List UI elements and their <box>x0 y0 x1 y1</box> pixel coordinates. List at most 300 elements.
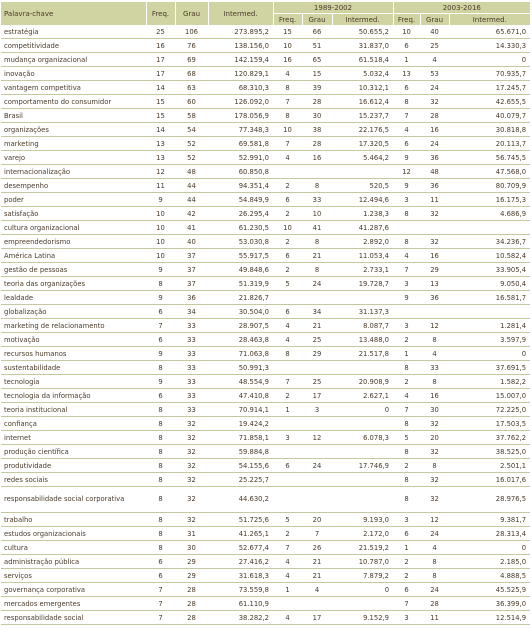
cell-p2-freq: 3 <box>393 193 420 207</box>
cell-keyword: comportamento do consumidor <box>1 95 146 109</box>
cell-freq: 9 <box>146 263 175 277</box>
cell-p2-intermed: 4.686,9 <box>449 207 530 221</box>
cell-p2-grau: 40 <box>420 25 449 39</box>
cell-p1-grau: 28 <box>302 95 332 109</box>
cell-p2-freq: 4 <box>393 249 420 263</box>
cell-p2-intermed: 0 <box>449 541 530 555</box>
cell-keyword: Brasil <box>1 109 146 123</box>
cell-keyword: internet <box>1 431 146 445</box>
cell-p2-intermed <box>449 221 530 235</box>
cell-p2-freq: 1 <box>393 347 420 361</box>
cell-intermed: 61.230,5 <box>208 221 273 235</box>
cell-p2-intermed <box>449 305 530 319</box>
cell-p1-grau: 33 <box>302 193 332 207</box>
cell-intermed: 53.030,8 <box>208 235 273 249</box>
cell-p2-intermed: 28.313,4 <box>449 527 530 541</box>
cell-p1-grau: 3 <box>302 403 332 417</box>
cell-keyword: marketing de relacionamento <box>1 319 146 333</box>
cell-intermed: 51.319,9 <box>208 277 273 291</box>
cell-p1-intermed: 10.787,0 <box>332 555 393 569</box>
cell-freq: 6 <box>146 333 175 347</box>
cell-intermed: 77.348,3 <box>208 123 273 137</box>
cell-freq: 8 <box>146 473 175 487</box>
cell-p1-grau <box>302 445 332 459</box>
cell-p1-intermed: 0 <box>332 403 393 417</box>
table-header <box>1 2 530 25</box>
cell-p1-intermed: 20.908,9 <box>332 375 393 389</box>
cell-p2-intermed: 14.330,3 <box>449 39 530 53</box>
cell-intermed: 126.092,0 <box>208 95 273 109</box>
cell-p1-grau: 24 <box>302 277 332 291</box>
cell-keyword: tecnologia da informação <box>1 389 146 403</box>
cell-p1-intermed: 2.627,1 <box>332 389 393 403</box>
cell-p1-freq: 15 <box>273 25 302 39</box>
cell-p1-freq <box>273 361 302 375</box>
cell-freq: 8 <box>146 361 175 375</box>
cell-p2-freq: 8 <box>393 445 420 459</box>
cell-p2-freq: 13 <box>393 67 420 81</box>
cell-intermed: 54.155,6 <box>208 459 273 473</box>
cell-p2-intermed: 37.691,5 <box>449 361 530 375</box>
cell-p1-freq: 8 <box>273 109 302 123</box>
cell-p1-intermed: 17.746,9 <box>332 459 393 473</box>
cell-keyword: inovação <box>1 67 146 81</box>
cell-intermed: 49.848,6 <box>208 263 273 277</box>
header-grau: Grau <box>175 2 208 25</box>
cell-grau: 37 <box>175 277 208 291</box>
cell-p1-freq <box>273 487 302 513</box>
table-row <box>1 207 530 221</box>
cell-p2-freq: 6 <box>393 81 420 95</box>
cell-freq: 6 <box>146 555 175 569</box>
cell-p2-intermed: 9.381,7 <box>449 513 530 527</box>
cell-p2-freq: 3 <box>393 277 420 291</box>
cell-p2-freq: 4 <box>393 389 420 403</box>
cell-intermed: 25.225,7 <box>208 473 273 487</box>
cell-p2-intermed: 9.050,4 <box>449 277 530 291</box>
cell-p2-grau: 8 <box>420 569 449 583</box>
cell-p2-freq <box>393 305 420 319</box>
cell-grau: 44 <box>175 179 208 193</box>
cell-p1-intermed: 2.733,1 <box>332 263 393 277</box>
cell-intermed: 52.991,0 <box>208 151 273 165</box>
cell-p1-grau <box>302 597 332 611</box>
cell-intermed: 68.310,3 <box>208 81 273 95</box>
cell-keyword: cultura <box>1 541 146 555</box>
cell-intermed: 61.110,9 <box>208 597 273 611</box>
cell-p1-grau: 20 <box>302 513 332 527</box>
cell-intermed: 28.463,8 <box>208 333 273 347</box>
cell-freq: 12 <box>146 165 175 179</box>
header-p1-grau: Grau <box>302 14 332 26</box>
cell-p2-freq: 9 <box>393 179 420 193</box>
table-row <box>1 403 530 417</box>
header-keyword: Palavra-chave <box>1 2 146 25</box>
cell-grau: 33 <box>175 347 208 361</box>
cell-keyword: mudança organizacional <box>1 53 146 67</box>
cell-grau: 32 <box>175 487 208 513</box>
cell-p1-intermed: 1.238,3 <box>332 207 393 221</box>
cell-freq: 8 <box>146 417 175 431</box>
cell-grau: 42 <box>175 207 208 221</box>
cell-p2-intermed: 45.525,9 <box>449 583 530 597</box>
cell-grau: 37 <box>175 263 208 277</box>
cell-p2-freq: 2 <box>393 333 420 347</box>
cell-p1-intermed <box>332 487 393 513</box>
cell-p2-intermed: 30.818,8 <box>449 123 530 137</box>
cell-intermed: 19.424,2 <box>208 417 273 431</box>
cell-p1-freq: 4 <box>273 611 302 625</box>
header-period-2003-2016: 2003-2016 <box>393 2 530 14</box>
cell-keyword: sustentabilidade <box>1 361 146 375</box>
cell-p2-intermed: 0 <box>449 53 530 67</box>
cell-grau: 29 <box>175 555 208 569</box>
cell-grau: 32 <box>175 473 208 487</box>
cell-keyword: produtividade <box>1 459 146 473</box>
cell-freq: 7 <box>146 611 175 625</box>
cell-keyword: América Latina <box>1 249 146 263</box>
cell-p1-grau: 24 <box>302 459 332 473</box>
cell-p1-intermed: 21.517,8 <box>332 347 393 361</box>
cell-p1-grau: 39 <box>302 81 332 95</box>
cell-p1-intermed: 16.612,4 <box>332 95 393 109</box>
table-row <box>1 193 530 207</box>
cell-p1-grau: 8 <box>302 179 332 193</box>
cell-p1-intermed: 2.892,0 <box>332 235 393 249</box>
cell-freq: 15 <box>146 95 175 109</box>
cell-p1-freq: 7 <box>273 541 302 555</box>
cell-p1-grau: 41 <box>302 221 332 235</box>
cell-p1-freq <box>273 473 302 487</box>
cell-keyword: internacionalização <box>1 165 146 179</box>
cell-p2-intermed: 1.281,4 <box>449 319 530 333</box>
cell-keyword: recursos humanos <box>1 347 146 361</box>
cell-p1-freq: 1 <box>273 403 302 417</box>
cell-p2-freq: 1 <box>393 53 420 67</box>
cell-grau: 63 <box>175 81 208 95</box>
cell-freq: 8 <box>146 459 175 473</box>
cell-intermed: 273.895,2 <box>208 25 273 39</box>
cell-keyword: vantagem competitiva <box>1 81 146 95</box>
cell-grau: 52 <box>175 137 208 151</box>
table-row <box>1 333 530 347</box>
table-row <box>1 527 530 541</box>
header-p1-freq: Freq. <box>273 14 302 26</box>
cell-p1-grau <box>302 361 332 375</box>
cell-p1-grau: 26 <box>302 541 332 555</box>
cell-keyword: marketing <box>1 137 146 151</box>
cell-p1-freq: 5 <box>273 277 302 291</box>
table-row <box>1 361 530 375</box>
cell-grau: 32 <box>175 417 208 431</box>
cell-p1-grau: 51 <box>302 39 332 53</box>
cell-p1-freq: 4 <box>273 67 302 81</box>
cell-p2-grau: 8 <box>420 375 449 389</box>
cell-freq: 8 <box>146 431 175 445</box>
cell-p1-freq: 4 <box>273 333 302 347</box>
cell-p1-grau: 16 <box>302 151 332 165</box>
cell-grau: 33 <box>175 389 208 403</box>
cell-keyword: empreendedorismo <box>1 235 146 249</box>
cell-freq: 17 <box>146 53 175 67</box>
cell-grau: 60 <box>175 95 208 109</box>
cell-p1-intermed: 15.237,7 <box>332 109 393 123</box>
cell-p2-freq: 3 <box>393 611 420 625</box>
cell-keyword: teoria das organizações <box>1 277 146 291</box>
cell-keyword: organizações <box>1 123 146 137</box>
cell-intermed: 47.410,8 <box>208 389 273 403</box>
cell-freq: 14 <box>146 81 175 95</box>
table-row <box>1 123 530 137</box>
cell-p2-freq: 4 <box>393 123 420 137</box>
cell-intermed: 178.056,9 <box>208 109 273 123</box>
cell-p2-freq: 8 <box>393 361 420 375</box>
cell-grau: 33 <box>175 403 208 417</box>
cell-grau: 28 <box>175 583 208 597</box>
cell-p1-freq: 2 <box>273 179 302 193</box>
cell-p2-freq: 9 <box>393 151 420 165</box>
cell-p1-grau: 21 <box>302 319 332 333</box>
cell-p2-freq: 3 <box>393 513 420 527</box>
cell-p2-intermed: 4.888,5 <box>449 569 530 583</box>
cell-p1-freq: 3 <box>273 431 302 445</box>
cell-p2-intermed: 56.745,5 <box>449 151 530 165</box>
cell-keyword: estratégia <box>1 25 146 39</box>
cell-freq: 10 <box>146 207 175 221</box>
cell-p2-grau: 8 <box>420 333 449 347</box>
header-p2-freq: Freq. <box>393 14 420 26</box>
cell-freq: 7 <box>146 597 175 611</box>
cell-p2-freq: 8 <box>393 487 420 513</box>
cell-p1-freq: 4 <box>273 569 302 583</box>
table-row <box>1 165 530 179</box>
cell-p2-intermed: 17.245,7 <box>449 81 530 95</box>
cell-grau: 58 <box>175 109 208 123</box>
cell-p2-grau: 12 <box>420 513 449 527</box>
cell-p2-freq: 7 <box>393 109 420 123</box>
cell-p1-intermed: 13.488,0 <box>332 333 393 347</box>
table-row <box>1 569 530 583</box>
cell-p1-freq: 4 <box>273 555 302 569</box>
cell-p1-grau <box>302 487 332 513</box>
cell-p1-freq: 8 <box>273 81 302 95</box>
table-row <box>1 597 530 611</box>
cell-grau: 41 <box>175 221 208 235</box>
cell-intermed: 26.295,4 <box>208 207 273 221</box>
cell-p1-freq: 8 <box>273 347 302 361</box>
cell-p1-intermed: 11.053,4 <box>332 249 393 263</box>
cell-p2-freq: 6 <box>393 583 420 597</box>
cell-p2-freq: 2 <box>393 459 420 473</box>
table-row <box>1 39 530 53</box>
cell-intermed: 44.630,2 <box>208 487 273 513</box>
cell-p2-intermed: 34.236,7 <box>449 235 530 249</box>
table-row <box>1 291 530 305</box>
cell-p2-grau: 11 <box>420 193 449 207</box>
cell-keyword: cultura organizacional <box>1 221 146 235</box>
cell-p2-grau: 53 <box>420 67 449 81</box>
cell-intermed: 71.063,8 <box>208 347 273 361</box>
cell-p2-grau: 32 <box>420 207 449 221</box>
cell-keyword: redes sociais <box>1 473 146 487</box>
table-row <box>1 277 530 291</box>
cell-p1-grau: 17 <box>302 389 332 403</box>
cell-freq: 8 <box>146 527 175 541</box>
cell-freq: 13 <box>146 151 175 165</box>
cell-intermed: 69.581,8 <box>208 137 273 151</box>
cell-grau: 29 <box>175 569 208 583</box>
cell-p1-freq: 2 <box>273 263 302 277</box>
cell-p1-intermed: 9.193,0 <box>332 513 393 527</box>
cell-p2-intermed: 38.525,0 <box>449 445 530 459</box>
cell-p2-grau: 25 <box>420 39 449 53</box>
cell-intermed: 73.559,8 <box>208 583 273 597</box>
cell-p2-grau: 24 <box>420 81 449 95</box>
cell-intermed: 71.858,1 <box>208 431 273 445</box>
cell-p1-freq: 7 <box>273 137 302 151</box>
cell-grau: 44 <box>175 193 208 207</box>
cell-p2-freq: 7 <box>393 403 420 417</box>
cell-p2-intermed: 12.514,9 <box>449 611 530 625</box>
cell-p1-intermed: 41.287,6 <box>332 221 393 235</box>
cell-p2-freq: 6 <box>393 39 420 53</box>
cell-freq: 10 <box>146 221 175 235</box>
cell-freq: 8 <box>146 403 175 417</box>
cell-p2-freq: 8 <box>393 235 420 249</box>
cell-intermed: 51.725,6 <box>208 513 273 527</box>
cell-grau: 33 <box>175 361 208 375</box>
cell-intermed: 55.917,5 <box>208 249 273 263</box>
cell-p1-intermed: 19.728,7 <box>332 277 393 291</box>
cell-freq: 11 <box>146 179 175 193</box>
cell-p2-grau: 48 <box>420 165 449 179</box>
cell-p2-intermed: 16.175,3 <box>449 193 530 207</box>
table-row <box>1 109 530 123</box>
cell-grau: 48 <box>175 165 208 179</box>
cell-p2-grau: 32 <box>420 95 449 109</box>
table-row <box>1 25 530 39</box>
cell-p2-intermed: 17.503,5 <box>449 417 530 431</box>
cell-p2-intermed: 2.501,1 <box>449 459 530 473</box>
cell-p2-intermed: 28.976,5 <box>449 487 530 513</box>
cell-p1-freq <box>273 165 302 179</box>
cell-p1-freq: 2 <box>273 207 302 221</box>
cell-p2-grau: 20 <box>420 431 449 445</box>
cell-p1-freq <box>273 417 302 431</box>
cell-p1-freq: 7 <box>273 95 302 109</box>
cell-intermed: 138.156,0 <box>208 39 273 53</box>
cell-intermed: 60.850,8 <box>208 165 273 179</box>
cell-p1-grau: 25 <box>302 375 332 389</box>
cell-grau: 28 <box>175 611 208 625</box>
cell-p2-freq: 3 <box>393 319 420 333</box>
cell-p2-intermed: 0 <box>449 347 530 361</box>
cell-p1-grau: 25 <box>302 333 332 347</box>
cell-p2-freq: 8 <box>393 207 420 221</box>
table-row <box>1 221 530 235</box>
cell-p2-intermed: 33.905,4 <box>449 263 530 277</box>
cell-keyword: administração pública <box>1 555 146 569</box>
cell-keyword: desempenho <box>1 179 146 193</box>
cell-p2-grau: 30 <box>420 403 449 417</box>
cell-p1-grau: 29 <box>302 347 332 361</box>
cell-p2-intermed: 3.597,9 <box>449 333 530 347</box>
cell-p1-intermed: 10.312,1 <box>332 81 393 95</box>
cell-grau: 32 <box>175 431 208 445</box>
cell-p2-freq: 6 <box>393 527 420 541</box>
cell-p1-intermed: 8.087,7 <box>332 319 393 333</box>
table-row <box>1 431 530 445</box>
cell-p2-intermed: 72.225,0 <box>449 403 530 417</box>
cell-p2-freq: 2 <box>393 375 420 389</box>
cell-p1-intermed <box>332 291 393 305</box>
cell-p1-freq <box>273 445 302 459</box>
table-row <box>1 95 530 109</box>
cell-p2-freq: 12 <box>393 165 420 179</box>
table-row <box>1 319 530 333</box>
cell-p2-grau: 32 <box>420 235 449 249</box>
cell-keyword: produção científica <box>1 445 146 459</box>
cell-p1-grau: 4 <box>302 583 332 597</box>
cell-grau: 52 <box>175 151 208 165</box>
cell-p2-freq <box>393 221 420 235</box>
cell-keyword: confiança <box>1 417 146 431</box>
cell-p2-freq: 2 <box>393 555 420 569</box>
table-row <box>1 445 530 459</box>
cell-keyword: responsabilidade social corporativa <box>1 487 146 513</box>
cell-grau: 36 <box>175 291 208 305</box>
table-row <box>1 305 530 319</box>
cell-grau: 37 <box>175 249 208 263</box>
table-row <box>1 583 530 597</box>
cell-intermed: 41.265,1 <box>208 527 273 541</box>
cell-p1-freq: 10 <box>273 221 302 235</box>
cell-p1-intermed: 31.137,3 <box>332 305 393 319</box>
cell-p2-grau: 32 <box>420 473 449 487</box>
cell-p1-intermed: 61.518,4 <box>332 53 393 67</box>
table-row <box>1 541 530 555</box>
cell-p1-grau: 12 <box>302 431 332 445</box>
cell-keyword: estudos organizacionais <box>1 527 146 541</box>
cell-grau: 31 <box>175 527 208 541</box>
cell-p2-grau: 16 <box>420 249 449 263</box>
cell-grau: 33 <box>175 375 208 389</box>
cell-p2-intermed: 1.582,2 <box>449 375 530 389</box>
cell-intermed: 38.282,2 <box>208 611 273 625</box>
cell-keyword: trabalho <box>1 513 146 527</box>
cell-p1-intermed: 7.879,2 <box>332 569 393 583</box>
cell-keyword: mercados emergentes <box>1 597 146 611</box>
cell-intermed: 27.416,2 <box>208 555 273 569</box>
table-row <box>1 347 530 361</box>
cell-freq: 7 <box>146 319 175 333</box>
cell-grau: 32 <box>175 513 208 527</box>
cell-intermed: 31.618,3 <box>208 569 273 583</box>
cell-p2-grau: 32 <box>420 487 449 513</box>
cell-p2-intermed: 20.113,7 <box>449 137 530 151</box>
cell-p1-grau: 66 <box>302 25 332 39</box>
table-row <box>1 513 530 527</box>
header-intermed: Intermed. <box>208 2 273 25</box>
cell-freq: 6 <box>146 569 175 583</box>
cell-p2-grau: 28 <box>420 597 449 611</box>
cell-p2-grau: 36 <box>420 151 449 165</box>
cell-keyword: varejo <box>1 151 146 165</box>
cell-p1-intermed: 0 <box>332 583 393 597</box>
cell-keyword: lealdade <box>1 291 146 305</box>
table-row <box>1 53 530 67</box>
cell-p1-grau: 17 <box>302 611 332 625</box>
